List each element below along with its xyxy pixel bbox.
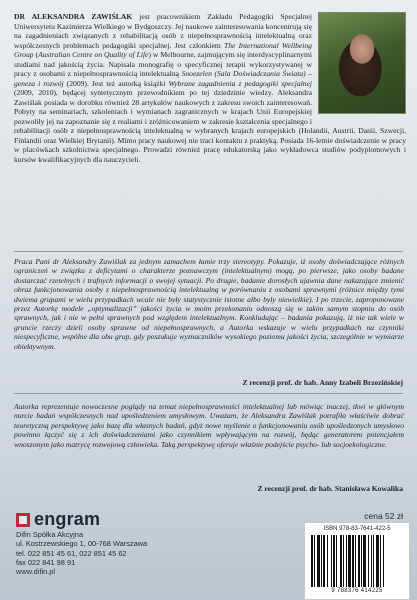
barcode-bar [327, 535, 328, 587]
barcode [304, 522, 410, 600]
barcode-bar [336, 535, 337, 587]
barcode-bar [368, 535, 369, 587]
divider [14, 393, 403, 394]
barcode-bar [323, 535, 325, 587]
barcode-bar [346, 535, 347, 587]
review-1-reviewer: Z recenzji prof. dr hab. Anny Izabeli Brzezińskiej [242, 378, 403, 387]
barcode-bar [380, 535, 381, 587]
publisher-fax: fax 022 841 98 91 [16, 557, 76, 567]
review-2-reviewer: Z recenzji prof. dr hab. Stanisława Kowalika [257, 484, 403, 493]
author-bio: DR ALEKSANDRA ZAWIŚLAK jest pracownikiem Zakładu Pedagogiki Specjalnej Uniwersytetu Kazimierza Wielkiego w Bydgoszczy. Jej naukowe zainteresowania koncentrują się na zagadnieniach związanych z rehabilitacją osób z niepełnosprawnością intelektualną oraz współczesnych problemach pedagogiki specjalnej. Jest członkiem The International Wellbeing Group (Australian Centre on Quality of Life) w Melbourne, zajmującym się interdyscyplinarnymi studiami nad jakością życia. Napisała monografię o specyficznej terapii wykorzystywanej w pracy z osobami z niepełnosprawnością intelektualną Snoezelen (Sala Doświadczania Świata) – geneza i rozwój (2009). Jest też autorką książki Wybrane zagadnienia z pedagogiki specjalnej (2009, 2010), będącej syntetycznym przewodnikiem po tej dziedzinie wiedzy. Aleksandra Zawiślak posiada w dorobku również 28 artykułów naukowych z zakresu swoich zainteresowań. Pobyty na seminariach, szkoleniach i wymianach zagranicznych w krajach Unii Europejskiej pozwoliły jej na zapoznanie się z realiami i zróżnicowaniem w zakresie kształcenia specjalnego i rehabilitacji osób z niepełnosprawnością intelektualną w wybranych krajach europejskich (Holandii, Austrii, Danii, Szwecji, Finlandii oraz Wielkiej Brytanii). Mimo pracy naukowej nie traci kontaktu z praktyką. Posiada 16-letnie doświadczenie w pracy w placówkach szkolnictwa specjalnego. Prowadzi również pracę edukatorską jako wykładowca studiów podyplomowych i kursów kwalifikacyjnych dla nauczycieli. [14, 12, 406, 164]
author-name: DR ALEKSANDRA ZAWIŚLAK [14, 12, 133, 21]
barcode-bar [314, 535, 315, 587]
publisher-logo: engram [16, 509, 100, 530]
publisher-name: Difin Spółka Akcyjna [16, 530, 83, 539]
barcode-bar [333, 535, 335, 587]
barcode-bar [383, 535, 384, 587]
divider [14, 251, 403, 252]
barcode-bar [363, 535, 366, 587]
barcode-bar [352, 535, 354, 587]
review-1-text: Praca Pani dr Aleksandry Zawiślak za jednym zamachem łamie trzy stereotypy. Pokazuje, iż osoby doświadczające różnych ograniczeń w związku z deficytami o charakterze poznawczym (intelektualnym) mogą, po pierwsze, jako osoby badane dostarczać rzetelnych i trafnych informacji o swojej sytuacji. Po drugie, badanie dorosłych ujawnia dane nakazujące zmienić obraz funkcjonowania osoby z niepełnosprawnością intelektualną w porównaniu z osobami sprawnymi (różnice między tymi dwiema grupami w wielu przypadkach wcale nie były statystycznie istotne albo były niewielkie). I po trzecie, zaproponowane przez Autorkę modele „optymalizacji” jakości życia w moim przekonaniu odnoszą się w takim samym stopniu do osób sprawnych, jak i nie w pełni sprawnych pod względem intelektualnym. Konkludując – badania pokazują, iż nie tak wiele w gruncie rzeczy dzieli osoby sprawne od niepełnosprawnych, a Autorka wskazuje w wielu przypadkach na czynniki niespecyficzne, wspólne dla obu grup, gdy poszukuje wyznaczników wysokiego poziomu jakości życia, szczególnie w wymiarze obiektywnym. [14, 257, 404, 351]
barcode-bar [376, 535, 379, 587]
author-photo [318, 12, 406, 114]
barcode-bar [343, 535, 344, 587]
barcode-bar [321, 535, 322, 587]
barcode-bar [331, 535, 332, 587]
engram-logo-icon [16, 513, 30, 527]
publisher-info [16, 530, 147, 576]
barcode-bar [373, 535, 374, 587]
publisher-address: ul. Kostrzewskiego 1, 00-768 Warszawa [16, 539, 148, 549]
publisher-tel: tel. 022 851 45 61, 022 851 45 62 [16, 548, 127, 558]
barcode-bars [311, 535, 403, 587]
barcode-digits: 9 788376 414225 [331, 588, 383, 594]
barcode-bar [361, 535, 362, 587]
barcode-bar [340, 535, 342, 587]
isbn-label: ISBN 978-83-7641-422-5 [323, 526, 391, 532]
barcode-bar [317, 535, 320, 587]
price-label: cena 52 zł [364, 511, 403, 521]
barcode-bar [348, 535, 351, 587]
review-2-text: Autorka reprezentuje nowoczesne poglądy na temat niepełnosprawności intelektualnej lub mówiąc inaczej, tkwi w głównym nurcie badań współczesnych nad upośledzeniem umysłowym. Uważam, że Aleksandra Zawiślak potrafiła właściwie dobrać teoretyczną perspektywę jako bazę dla własnych badań, gdyż nowe myślenie o funkcjonowaniu osób upośledzonych umysłowo powinno łączyć się z ich doświadczeniami jako czynnikiem wpływającym na rozwój, będąc generatorem potencjałem wnoszonym jako matrycę rozwojową człowieka. Taką perspektywę oferuje właśnie podejście psycho- lub socjoekologiczne. [14, 402, 404, 449]
barcode-bar [371, 535, 372, 587]
publisher-web: www.difin.pl [16, 567, 56, 577]
barcode-bar [358, 535, 360, 587]
barcode-bar [355, 535, 356, 587]
barcode-bar [311, 535, 313, 587]
